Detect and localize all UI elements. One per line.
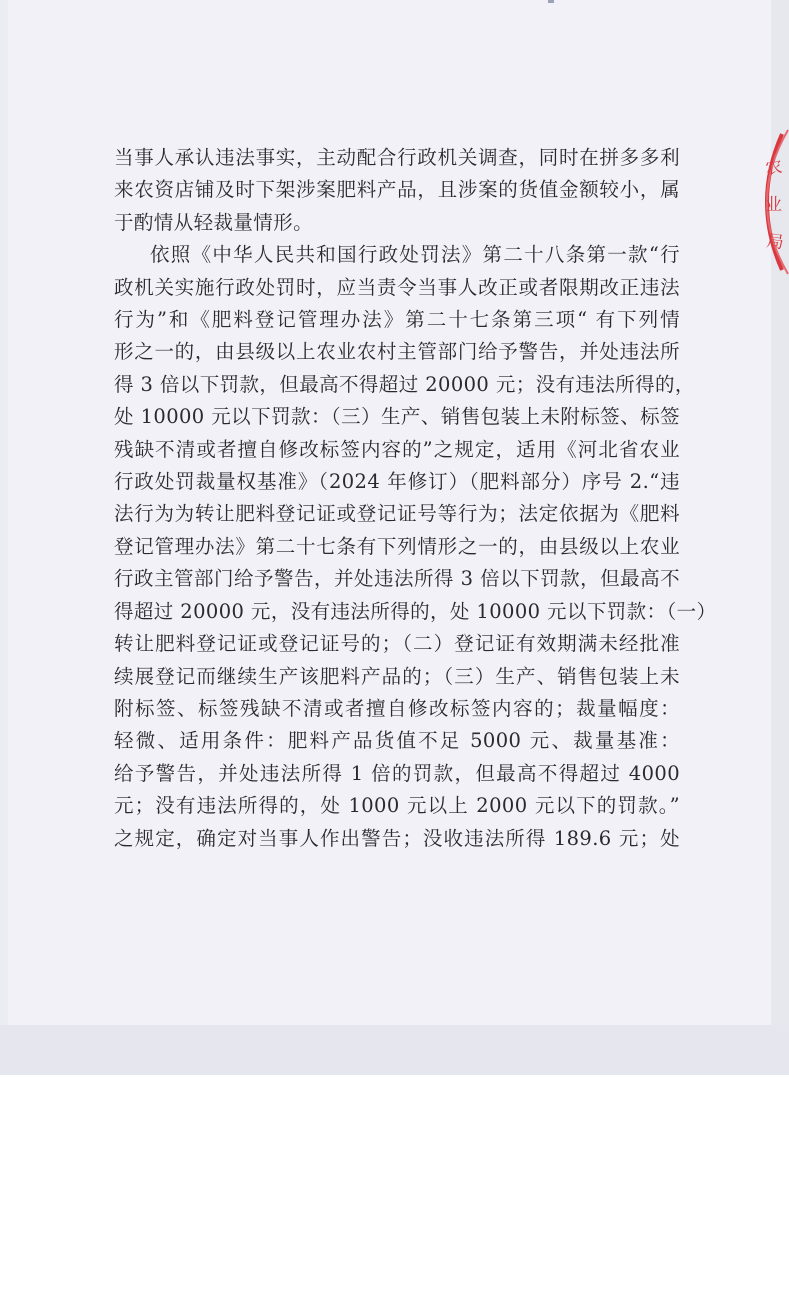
- text-line: 行政主管部门给予警告，并处违法所得 3 倍以下罚款，但最高不: [114, 567, 680, 591]
- page-left-edge: [0, 0, 8, 1075]
- text-line: 元；没有违法所得的，处 1000 元以上 2000 元以下的罚款。”: [114, 794, 680, 818]
- text-line: 法行为为转让肥料登记证或登记证号等行为；法定依据为《肥料: [114, 502, 680, 526]
- text-line: 依照《中华人民共和国行政处罚法》第二十八条第一款“行: [150, 243, 680, 267]
- document-body: [114, 142, 717, 855]
- text-line: 处 10000 元以下罚款：（三）生产、销售包装上未附标签、标签: [114, 405, 680, 429]
- text-line: 残缺不清或者擅自修改标签内容的”之规定，适用《河北省农业: [114, 437, 680, 461]
- official-seal-stamp: [742, 128, 789, 276]
- text-line: 得 3 倍以下罚款，但最高不得超过 20000 元；没有违法所得的，: [114, 372, 695, 396]
- text-line: 行政处罚裁量权基准》（2024 年修订）（肥料部分）序号 2.“违: [114, 470, 680, 494]
- text-line: 行为”和《肥料登记管理办法》第二十七条第三项“ 有下列情: [114, 308, 680, 332]
- text-line: 得超过 20000 元，没有违法所得的，处 10000 元以下罚款：（一）: [114, 599, 717, 623]
- text-line: 登记管理办法》第二十七条有下列情形之一的，由县级以上农业: [114, 534, 680, 558]
- text-line: 续展登记而继续生产该肥料产品的；（三）生产、销售包装上未: [114, 664, 680, 688]
- text-line: 转让肥料登记证或登记证号的；（二）登记证有效期满未经批准: [114, 632, 680, 656]
- svg-text:农: 农: [763, 156, 784, 179]
- text-line: 当事人承认违法事实，主动配合行政机关调查，同时在拼多多利: [114, 146, 680, 169]
- text-line: 之规定，确定对当事人作出警告；没收违法所得 189.6 元；处: [114, 826, 680, 850]
- text-line: 政机关实施行政处罚时，应当责令当事人改正或者限期改正违法: [114, 275, 680, 299]
- text-line: 形之一的，由县级以上农业农村主管部门给予警告，并处违法所: [114, 340, 680, 364]
- page-bottom-band: [0, 1025, 789, 1075]
- text-line: 轻微、适用条件：肥料产品货值不足 5000 元、裁量基准：: [114, 729, 680, 753]
- text-line: 于酌情从轻裁量情形。: [114, 210, 314, 234]
- svg-text:业: 业: [765, 195, 782, 215]
- text-line: 给予警告，并处违法所得 1 倍的罚款，但最高不得超过 4000: [114, 761, 680, 785]
- text-line: 附标签、标签残缺不清或者擅自修改标签内容的；裁量幅度：: [114, 696, 680, 720]
- text-line: 来农资店铺及时下架涉案肥料产品，且涉案的货值金额较小，属: [114, 178, 680, 202]
- scan-mark: [548, 0, 554, 3]
- svg-text:局: 局: [765, 231, 785, 254]
